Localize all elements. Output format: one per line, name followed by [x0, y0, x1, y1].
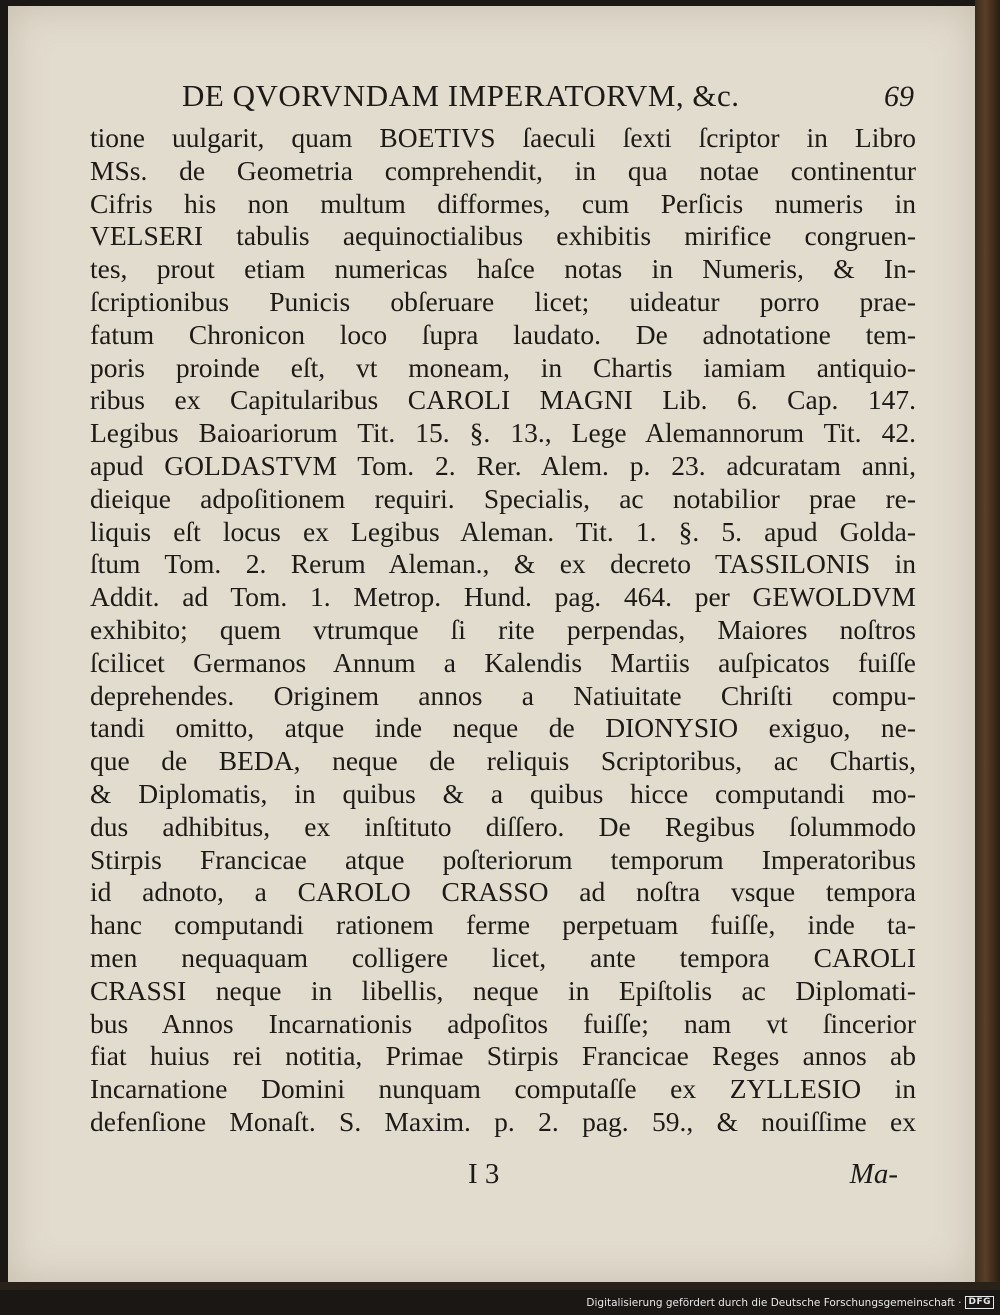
- text-line: Incarnatione Domini nunquam computaſſe ex ZYLLESIO in: [90, 1073, 916, 1105]
- text-line: hanc computandi rationem ferme perpetuam fuiſſe, inde ta-: [90, 909, 916, 941]
- text-line: id adnoto, a CAROLO CRASSO ad noſtra vsque tempora: [90, 876, 916, 908]
- signature-mark: I 3: [468, 1158, 500, 1190]
- text-line: que de BEDA, neque de reliquis Scriptoribus, ac Chartis,: [90, 745, 916, 777]
- text-line: tione uulgarit, quam BOETIVS ſaeculi ſexti ſcriptor in Libro: [90, 122, 916, 153]
- text-line: bus Annos Incarnationis adpoſitos fuiſſe; nam vt ſincerior: [90, 1007, 916, 1039]
- text-line: VELSERI tabulis aequinoctialibus exhibitis mirifice congruen-: [90, 220, 916, 252]
- text-line: ſcriptionibus Punicis obſeruare licet; uideatur porro prae-: [90, 285, 916, 317]
- text-line: poris proinde eſt, vt moneam, in Chartis iamiam antiquio-: [90, 351, 916, 383]
- credit-text: Digitalisierung gefördert durch die Deutsche Forschungsgemeinschaft ·: [586, 1296, 962, 1309]
- dfg-logo: DFG: [965, 1296, 994, 1309]
- book-page: [8, 6, 975, 1282]
- text-line: liquis eſt locus ex Legibus Aleman. Tit. 1. §. 5. apud Golda-: [90, 515, 916, 547]
- text-line: MSs. de Geometria comprehendit, in qua notae continentur: [90, 154, 916, 186]
- text-line: apud GOLDASTVM Tom. 2. Rer. Alem. p. 23. adcuratam anni,: [90, 449, 916, 481]
- book-edge: [975, 0, 1000, 1290]
- page-body-text: [90, 122, 916, 1139]
- text-line: defenſione Monaſt. S. Maxim. p. 2. pag. 59., & nouiſſime ex: [90, 1105, 916, 1137]
- text-line: fiat huius rei notitia, Primae Stirpis Francicae Reges annos ab: [90, 1040, 916, 1072]
- running-title: DE QVORVNDAM IMPERATORVM, &c.: [182, 78, 740, 113]
- text-line: ſtum Tom. 2. Rerum Aleman., & ex decreto TASSILONIS in: [90, 548, 916, 580]
- text-line: & Diplomatis, in quibus & a quibus hicce computandi mo-: [90, 777, 916, 809]
- catchword: Ma-: [849, 1158, 898, 1190]
- text-line: dus adhibitus, ex inſtituto diſſero. De Regibus ſolummodo: [90, 810, 916, 842]
- text-line: Stirpis Francicae atque poſteriorum temporum Imperatoribus: [90, 843, 916, 875]
- text-line: CRASSI neque in libellis, neque in Epiſtolis ac Diplomati-: [90, 974, 916, 1006]
- page-footer: [90, 1158, 916, 1198]
- running-header: [182, 78, 942, 118]
- text-line: fatum Chronicon loco ſupra laudato. De adnotatione tem-: [90, 318, 916, 350]
- text-line: ſcilicet Germanos Annum a Kalendis Martiis auſpicatos fuiſſe: [90, 646, 916, 678]
- scan-border: [0, 1282, 1000, 1290]
- text-line: Addit. ad Tom. 1. Metrop. Hund. pag. 464. per GEWOLDVM: [90, 581, 916, 613]
- text-line: Cifris his non multum difformes, cum Perſicis numeris in: [90, 187, 916, 219]
- page-number: 69: [884, 80, 914, 113]
- text-line: ribus ex Capitularibus CAROLI MAGNI Lib. 6. Cap. 147.: [90, 384, 916, 416]
- text-line: Legibus Baioariorum Tit. 15. §. 13., Lege Alemannorum Tit. 42.: [90, 417, 916, 449]
- text-line: deprehendes. Originem annos a Natiuitate Chriſti compu-: [90, 679, 916, 711]
- text-line: tes, prout etiam numericas haſce notas in Numeris, & In-: [90, 253, 916, 285]
- text-line: dieique adpoſitionem requiri. Specialis, ac notabilior prae re-: [90, 482, 916, 514]
- funding-credit: [586, 1296, 994, 1309]
- text-line: men nequaquam colligere licet, ante tempora CAROLI: [90, 941, 916, 973]
- text-line: exhibito; quem vtrumque ſi rite perpendas, Maiores noſtros: [90, 613, 916, 645]
- text-line: tandi omitto, atque inde neque de DIONYSIO exiguo, ne-: [90, 712, 916, 744]
